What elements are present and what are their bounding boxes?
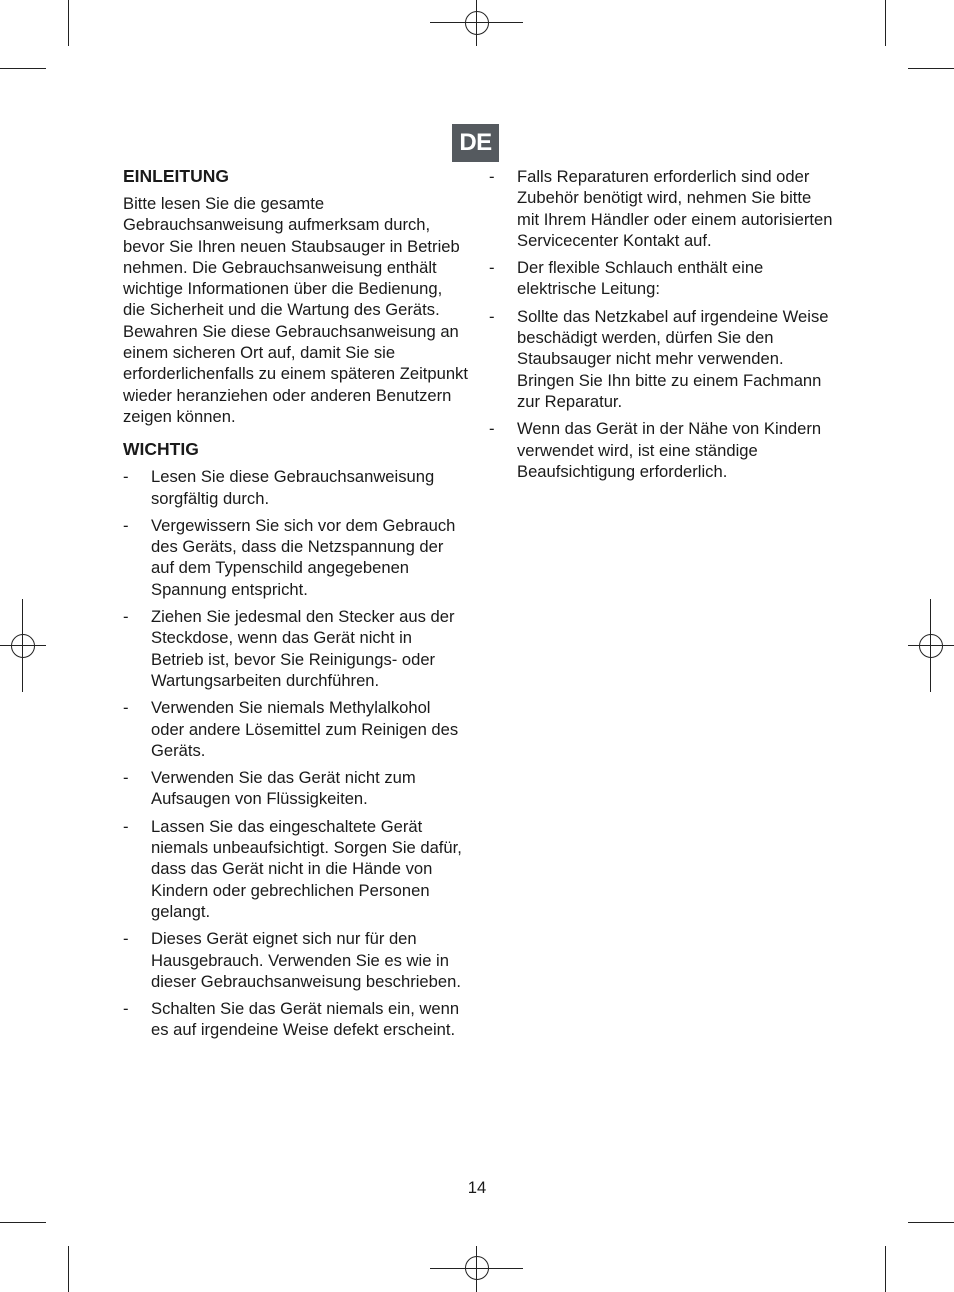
crop-mark (908, 1222, 954, 1223)
crop-mark (0, 1222, 46, 1223)
list-item-text: Wenn das Gerät in der Nähe von Kindern verwendet wird, ist eine ständige Beaufsichtigung erforderlich. (517, 419, 822, 481)
left-column (123, 166, 468, 1047)
list-item-text: Verwenden Sie das Gerät nicht zum Aufsaugen von Flüssigkeiten. (151, 768, 416, 809)
bullet: - (489, 258, 495, 278)
crop-mark (908, 68, 954, 69)
list-item-text: Ziehen Sie jedesmal den Stecker aus der Steckdose, wenn das Gerät nicht in Betrieb ist, bevor Sie Reinigungs- oder Wartungsarbeiten durchführen. (151, 607, 455, 690)
list-item (489, 306, 834, 412)
language-badge: DE (452, 124, 499, 162)
bullet: - (123, 816, 129, 836)
list-item (123, 606, 468, 691)
list-item-text: Dieses Gerät eignet sich nur für den Hausgebrauch. Verwenden Sie es wie in dieser Gebrauchsanweisung beschrieben. (151, 929, 461, 991)
bullet: - (489, 167, 495, 186)
bullet: - (489, 306, 495, 326)
list-item (123, 767, 468, 810)
list-item (123, 998, 468, 1041)
list-item-text: Der flexible Schlauch enthält eine elektrische Leitung: (517, 258, 764, 299)
list-item-text: Lesen Sie diese Gebrauchsanweisung sorgfältig durch. (151, 467, 435, 508)
crop-mark (68, 0, 69, 46)
bullet: - (123, 999, 129, 1019)
right-column (489, 166, 834, 488)
bullet: - (123, 698, 129, 718)
list-item (123, 928, 468, 992)
list-item (123, 515, 468, 600)
list-item (123, 697, 468, 761)
crop-mark (885, 0, 886, 46)
list-item-text: Schalten Sie das Gerät niemals ein, wenn es auf irgendeine Weise defekt erscheint. (151, 999, 460, 1040)
list-item-text: Sollte das Netzkabel auf irgendeine Weise beschädigt werden, dürfen Sie den Staubsauger nicht mehr verwenden. Bringen Sie Ihn bitte zu einem Fachmann zur Reparatur. (517, 306, 829, 411)
important-heading: WICHTIG (123, 439, 199, 460)
important-list (123, 466, 468, 1040)
list-item-text: Verwenden Sie niemals Methylalkohol oder andere Lösemittel zum Reinigen des Geräts. (151, 698, 459, 760)
bullet: - (123, 607, 129, 627)
bullet: - (123, 515, 129, 535)
list-item-text: Falls Reparaturen erforderlich sind oder Zubehör benötigt wird, nehmen Sie bitte mit Ihrem Händler oder einem autorisierten Servicecenter Kontakt auf. (517, 167, 833, 250)
page-number: 14 (467, 1178, 487, 1197)
bullet: - (123, 768, 129, 788)
crop-mark (885, 1246, 886, 1292)
crop-mark (68, 1246, 69, 1292)
list-item (489, 418, 834, 482)
bullet: - (123, 929, 129, 949)
bullet: - (123, 467, 129, 487)
crop-mark (0, 68, 46, 69)
list-item (489, 257, 834, 300)
bullet: - (489, 419, 495, 439)
important-list-continued (489, 166, 834, 482)
intro-paragraph: Bitte lesen Sie die gesamte Gebrauchsanweisung aufmerksam durch, bevor Sie Ihren neuen Staubsauger in Betrieb nehmen. Die Gebrauchsanweisung enthält wichtige Informationen über die Bedienung, die Sicherheit und die Wartung des Geräts. Bewahren Sie diese Gebrauchsanweisung an einem sicheren Ort auf, damit Sie sie erforderlichenfalls zu einem späteren Zeitpunkt wieder heranziehen oder anderen Benutzern zeigen können. (123, 194, 468, 426)
list-item (123, 816, 468, 922)
list-item (489, 166, 834, 251)
list-item-text: Vergewissern Sie sich vor dem Gebrauch des Geräts, dass die Netzspannung der auf dem Typenschild angegebenen Spannung entspricht. (151, 515, 456, 599)
list-item-text: Lassen Sie das eingeschaltete Gerät niemals unbeaufsichtigt. Sorgen Sie dafür, dass das Gerät nicht in die Hände von Kindern oder gebrechlichen Personen gelangt. (151, 816, 462, 921)
intro-heading: EINLEITUNG (123, 166, 229, 186)
list-item (123, 466, 468, 509)
